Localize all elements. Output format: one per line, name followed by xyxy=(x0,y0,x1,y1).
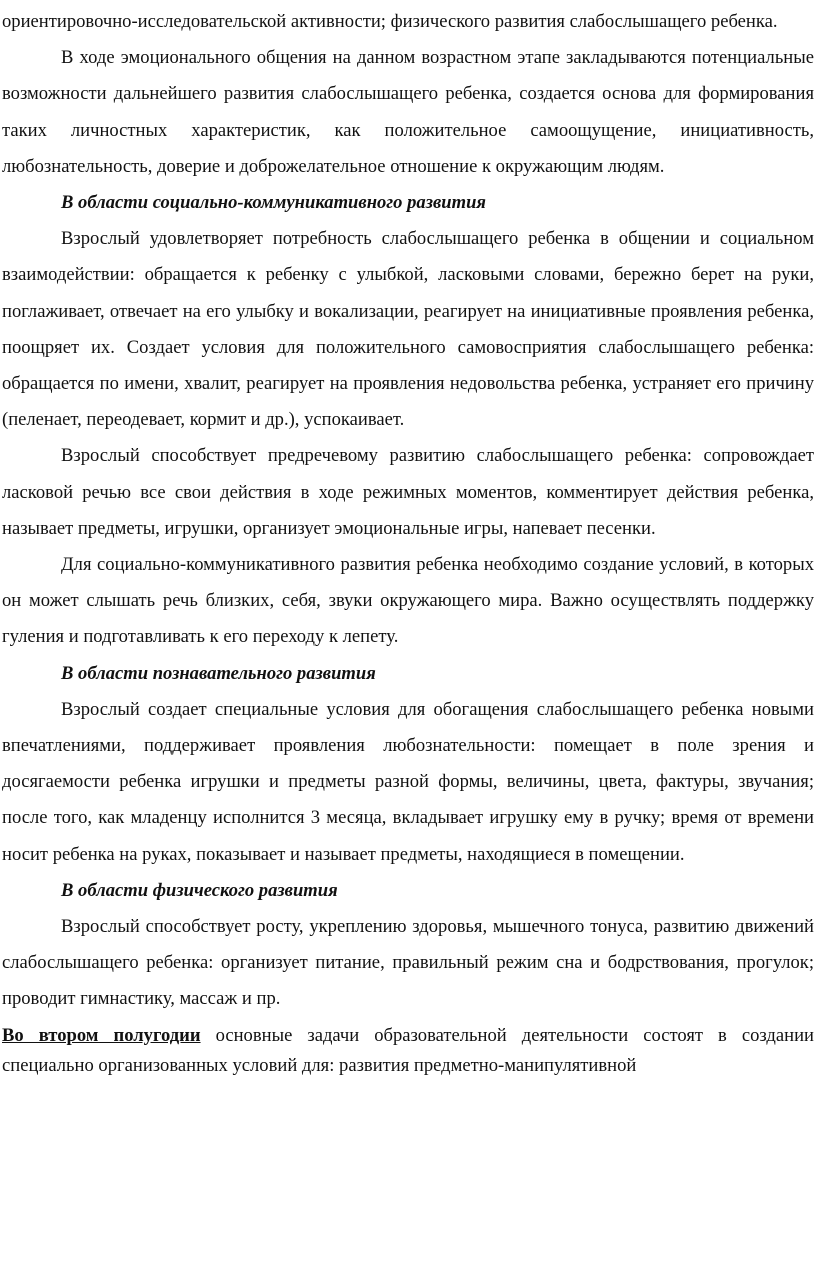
section-heading-social: В области социально-коммуникативного развития xyxy=(61,192,486,214)
section-heading-cognitive: В области познавательного развития xyxy=(61,662,376,684)
final-paragraph-text: основные задачи образовательной деятельности состоят в создании специально организованных условий для: развития предметно-манипулятивной xyxy=(2,1024,814,1076)
emphasis-second-half-year: Во втором полугодии xyxy=(2,1024,201,1046)
paragraph-2: В ходе эмоционального общения на данном возрастном этапе закладываются потенциальные возможности дальнейшего развития слабослышащего ребенка, создается основа для формирования таких личностных характеристик, как положительное самоощущение, инициативность, любознательность, доверие и доброжелательное отношение к окружающим людям. xyxy=(2,47,814,177)
paragraph-4: Взрослый способствует предречевому развитию слабослышащего ребенка: сопровождает ласковой речью все свои действия в ходе режимных моментов, комментирует действия ребенка, называет предметы, игрушки, организует эмоциональные игры, напевает песенки. xyxy=(2,445,814,539)
paragraph-6: Взрослый создает специальные условия для обогащения слабослышащего ребенка новыми впечатлениями, поддерживает проявления любознательности: помещает в поле зрения и досягаемости ребенка игрушки и предметы разной формы, величины, цвета, фактуры, звучания; после того, как младенцу исполнится 3 месяца, вкладывает игрушку ему в ручку; время от времени носит ребенка на руках, показывает и называет предметы, находящиеся в помещении. xyxy=(2,698,814,865)
paragraph-3: Взрослый удовлетворяет потребность слабослышащего ребенка в общении и социальном взаимодействии: обращается к ребенку с улыбкой, ласковыми словами, бережно берет на руки, поглаживает, отвечает на его улыбку и вокализации, реагирует на инициативные проявления ребенка, поощряет их. Создает условия для положительного самовосприятия слабослышащего ребенка: обращается по имени, хвалит, реагирует на проявления недовольства ребенка, устраняет его причину (пеленает, переодевает, кормит и др.), успокаивает. xyxy=(2,228,814,431)
paragraph-final xyxy=(2,1018,814,1081)
paragraph-7: Взрослый способствует росту, укреплению здоровья, мышечного тонуса, развитию движений слабослышащего ребенка: организует питание, правильный режим сна и бодрствования, прогулок; проводит гимнастику, массаж и пр. xyxy=(2,916,814,1010)
paragraph-5: Для социально-коммуникативного развития ребенка необходимо создание условий, в которых он может слышать речь близких, себя, звуки окружающего мира. Важно осуществлять поддержку гуления и подготавливать к его переходу к лепету. xyxy=(2,554,814,648)
section-heading-physical: В области физического развития xyxy=(61,879,338,901)
paragraph-1: ориентировочно-исследовательской активности; физического развития слабослышащего ребенка. xyxy=(2,11,778,32)
